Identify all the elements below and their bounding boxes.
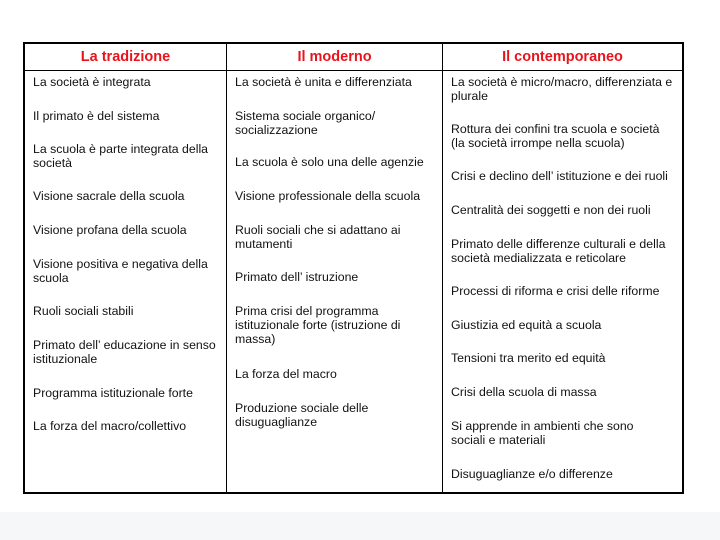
cell-item: Giustizia ed equità a scuola <box>451 318 602 332</box>
cell-item: Il primato è del sistema <box>33 109 160 123</box>
column-tradizione <box>25 71 227 492</box>
column-contemporaneo <box>443 71 682 492</box>
cell-item: La scuola è parte integrata della società <box>33 142 209 170</box>
cell-item: La forza del macro/collettivo <box>33 419 187 433</box>
cell-item: La forza del macro <box>235 367 337 381</box>
cell-item: Disuguaglianze e/o differenze <box>451 467 613 481</box>
bottom-band <box>0 512 720 540</box>
body-row <box>25 71 682 492</box>
column-moderno <box>227 71 443 492</box>
cell-item: Sistema sociale organico/ socializzazione <box>235 109 376 137</box>
cell-item: Produzione sociale delle disuguaglianze <box>235 401 369 429</box>
cell-item: Prima crisi del programma istituzionale forte (istruzione di massa) <box>235 304 401 346</box>
cell-item: Processi di riforma e crisi delle riforme <box>451 284 660 298</box>
cell-item: Visione professionale della scuola <box>235 189 421 203</box>
cell-item: Programma istituzionale forte <box>33 386 193 400</box>
cell-item: Tensioni tra merito ed equità <box>451 351 606 365</box>
header-moderno: Il moderno <box>227 44 443 70</box>
cell-item: Crisi della scuola di massa <box>451 385 597 399</box>
cell-item: La società è integrata <box>33 75 151 89</box>
cell-item: Rottura dei confini tra scuola e società (la società irrompe nella scuola) <box>451 122 660 150</box>
cell-item: La scuola è solo una delle agenzie <box>235 155 424 169</box>
cell-item: Crisi e declino dell’ istituzione e dei ruoli <box>451 169 668 183</box>
cell-item: Primato delle differenze culturali e della società medializzata e reticolare <box>451 237 666 265</box>
cell-item: Visione profana della scuola <box>33 223 187 237</box>
cell-item: Primato dell’ educazione in senso istituzionale <box>33 338 216 366</box>
cell-item: La società è micro/macro, differenziata e plurale <box>451 75 673 103</box>
header-tradizione: La tradizione <box>25 44 227 70</box>
header-row <box>25 44 682 71</box>
cell-item: Ruoli sociali che si adattano ai mutamenti <box>235 223 401 251</box>
cell-item: Centralità dei soggetti e non dei ruoli <box>451 203 651 217</box>
cell-item: Visione sacrale della scuola <box>33 189 185 203</box>
header-contemporaneo: Il contemporaneo <box>502 49 623 65</box>
comparison-table <box>23 42 684 494</box>
cell-item: Visione positiva e negativa della scuola <box>33 257 208 285</box>
cell-item: La società è unita e differenziata <box>235 75 412 89</box>
cell-item: Si apprende in ambienti che sono sociali e materiali <box>451 419 634 447</box>
cell-item: Primato dell’ istruzione <box>235 270 359 284</box>
cell-item: Ruoli sociali stabili <box>33 304 134 318</box>
